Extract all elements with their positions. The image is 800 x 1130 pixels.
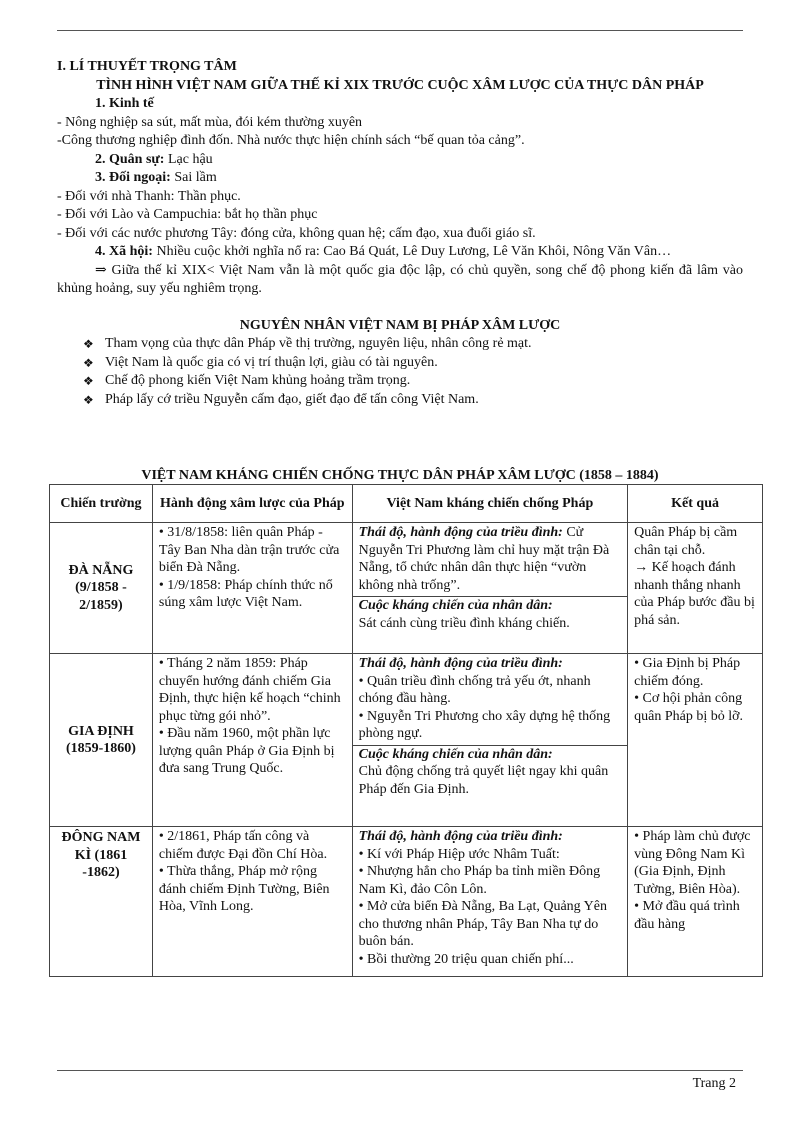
list-item: ❖ Việt Nam là quốc gia có vị trí thuận lợi, giàu có tài nguyên. xyxy=(83,354,743,373)
column-header: Việt Nam kháng chiến chống Pháp xyxy=(352,485,628,523)
actions-cell: • Tháng 2 năm 1859: Pháp chuyển hướng đánh chiếm Gia Định, thực hiện kế hoạch “chinh phục từng gói nhỏ”. • Đầu năm 1960, một phần lực lượng quân Pháp ở Gia Định bị đưa sang Trung Quốc. xyxy=(152,654,352,827)
causes-list xyxy=(57,335,743,409)
resistance-cell: Thái độ, hành động của triều đình: Cử Nguyễn Tri Phương làm chỉ huy mặt trận Đà Nẵng, tổ chức nhân dân thực hiện “vườn không nhà trống”. Cuộc kháng chiến của nhân dân: Sát cánh cùng triều đình kháng chiến. xyxy=(352,523,628,654)
military-text: Lạc hậu xyxy=(164,151,213,167)
resistance-cell: Thái độ, hành động của triều đình: • Kí với Pháp Hiệp ước Nhâm Tuất: • Nhượng hẳn cho Pháp ba tỉnh miền Đông Nam Kì, đảo Côn Lôn. • Mở cửa biển Đà Nẵng, Ba Lạt, Quảng Yên cho thương nhân Pháp, Tây Ban Nha tự do buôn bán. • Bồi thường 20 triệu quan chiến phí... xyxy=(352,827,628,977)
battlefield-cell: ĐÀ NẴNG (9/1858 - 2/1859) xyxy=(50,523,153,654)
military-line xyxy=(57,151,743,170)
foreign-line xyxy=(57,169,743,188)
list-item: ❖ Pháp lấy cớ triều Nguyễn cấm đạo, giết đạo để tấn công Việt Nam. xyxy=(83,391,743,410)
column-header: Chiến trường xyxy=(50,485,153,523)
society-label: 4. Xã hội: xyxy=(95,244,153,259)
table-row xyxy=(50,827,763,977)
economy-line: - Nông nghiệp sa sút, mất mùa, đói kém thường xuyên xyxy=(57,114,363,130)
diamond-bullet-icon: ❖ xyxy=(83,392,94,407)
diamond-bullet-icon: ❖ xyxy=(83,337,94,351)
column-header: Kết quả xyxy=(628,485,763,523)
column-header: Hành động xâm lược của Pháp xyxy=(152,485,352,523)
foreign-text: Sai lầm xyxy=(170,170,217,185)
section-title: TÌNH HÌNH VIỆT NAM GIỮA THẾ KỈ XIX TRƯỚC CUỘC XÂM LƯỢC CỦA THỰC DÂN PHÁP xyxy=(96,77,704,93)
bottom-rule xyxy=(57,1070,743,1071)
table-row xyxy=(50,654,763,827)
document-body xyxy=(57,58,743,483)
people-label: Cuộc kháng chiến của nhân dân: xyxy=(358,598,553,613)
section-heading: I. LÍ THUYẾT TRỌNG TÂM xyxy=(57,59,237,74)
result-cell: • Pháp làm chủ được vùng Đông Nam Kì (Gia Định, Định Tường, Biên Hòa). • Mở đầu quá trình đầu hàng xyxy=(628,827,763,977)
foreign-item: - Đối với Lào và Campuchia: bắt họ thần phục xyxy=(57,207,318,222)
diamond-bullet-icon: ❖ xyxy=(83,374,94,388)
result-cell: • Gia Định bị Pháp chiếm đóng. • Cơ hội phản công quân Pháp bị bỏ lỡ. xyxy=(628,654,763,827)
economy-heading: 1. Kinh tế xyxy=(95,96,154,111)
page-number: Trang 2 xyxy=(692,1076,736,1091)
top-rule xyxy=(57,30,743,31)
resistance-cell: Thái độ, hành động của triều đình: • Quân triều đình chống trả yếu ớt, nhanh chóng đầu hàng. • Nguyễn Tri Phương cho xây dựng hệ thống phòng ngự. Cuộc kháng chiến của nhân dân: Chủ động chống trả quyết liệt ngay khi quân Pháp đến Gia Định. xyxy=(352,654,628,827)
foreign-item: - Đối với nhà Thanh: Thần phục. xyxy=(57,188,241,204)
table-header-row xyxy=(50,485,763,523)
diamond-bullet-icon: ❖ xyxy=(83,355,94,370)
society-paragraph xyxy=(57,243,743,262)
military-label: 2. Quân sự: xyxy=(95,151,165,167)
battlefield-cell: ĐÔNG NAM KÌ (1861 -1862) xyxy=(50,827,153,977)
actions-cell: • 31/8/1858: liên quân Pháp - Tây Ban Nha dàn trận trước cửa biển Đà Nẵng. • 1/9/1858: Pháp chính thức nổ súng xâm lược Việt Nam. xyxy=(152,523,352,654)
economy-line: -Công thương nghiệp đình đốn. Nhà nước thực hiện chính sách “bế quan tỏa cảng”. xyxy=(57,133,525,148)
society-text: Nhiều cuộc khởi nghĩa nổ ra: Cao Bá Quát, Lê Duy Lương, Lê Văn Khôi, Nông Văn Vân… xyxy=(152,244,672,259)
conclusion-paragraph: ⇒ Giữa thế kỉ XIX< Việt Nam vẫn là một quốc gia độc lập, có chủ quyền, song chế độ phong kiến đã lâm vào khủng hoảng, suy yếu nghiêm trọng. xyxy=(57,262,743,296)
court-label: Thái độ, hành động của triều đình: xyxy=(358,656,563,671)
resistance-table xyxy=(49,484,763,977)
result-cell: Quân Pháp bị cầm chân tại chỗ. → Kế hoạch đánh nhanh thắng nhanh của Pháp bước đầu bị phá sản. xyxy=(628,523,763,654)
causes-title: NGUYÊN NHÂN VIỆT NAM BỊ PHÁP XÂM LƯỢC xyxy=(239,317,561,333)
court-label: Thái độ, hành động của triều đình: xyxy=(358,525,563,540)
list-item: ❖ Tham vọng của thực dân Pháp về thị trường, nguyên liệu, nhân công rẻ mạt. xyxy=(83,335,743,354)
resistance-title: VIỆT NAM KHÁNG CHIẾN CHỐNG THỰC DÂN PHÁP XÂM LƯỢC (1858 – 1884) xyxy=(141,468,659,483)
court-label: Thái độ, hành động của triều đình: xyxy=(358,829,563,844)
foreign-item: - Đối với các nước phương Tây: đóng cửa, không quan hệ; cấm đạo, xua đuổi giáo sĩ. xyxy=(57,225,536,241)
table-row xyxy=(50,523,763,654)
list-item: ❖ Chế độ phong kiến Việt Nam khủng hoảng trầm trọng. xyxy=(83,372,743,391)
people-label: Cuộc kháng chiến của nhân dân: xyxy=(358,746,553,762)
battlefield-cell: GIA ĐỊNH (1859-1860) xyxy=(50,654,153,827)
foreign-label: 3. Đối ngoại: xyxy=(95,170,171,185)
actions-cell: • 2/1861, Pháp tấn công và chiếm được Đại đồn Chí Hòa. • Thừa thắng, Pháp mở rộng đánh chiếm Định Tường, Biên Hòa, Vĩnh Long. xyxy=(152,827,352,977)
